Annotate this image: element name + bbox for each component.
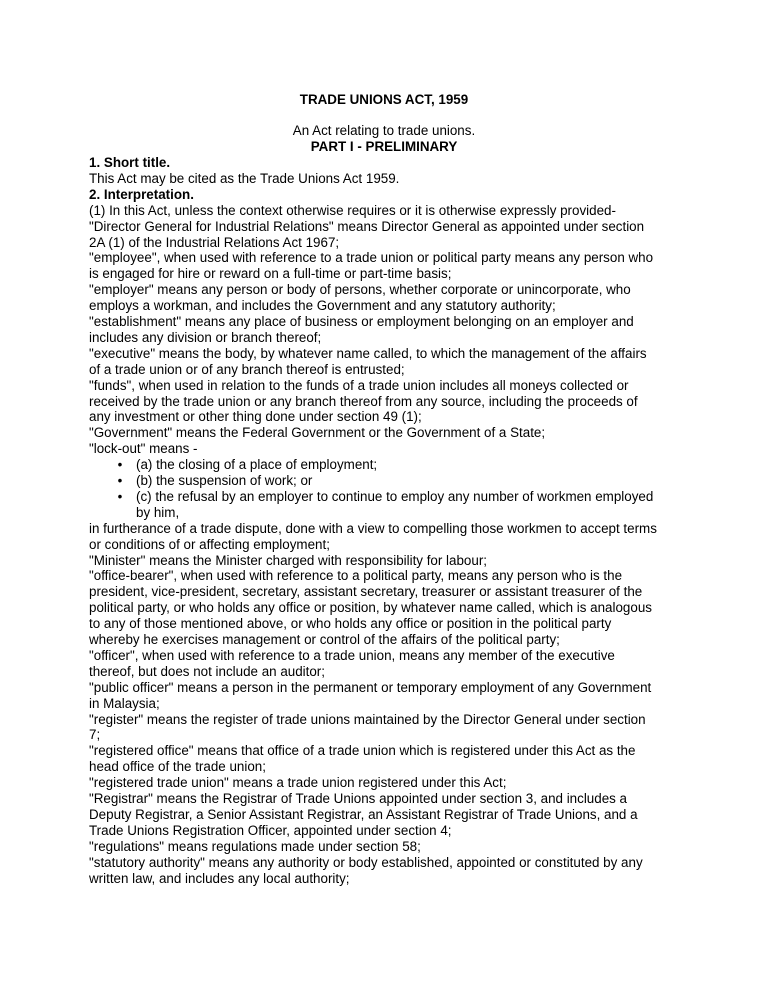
text-line: to any of those mentioned above, or who holds any office or position in the political party (89, 616, 612, 632)
text-line: "executive" means the body, by whatever name called, to which the management of the affairs (89, 345, 647, 361)
text-line: "statutory authority" means any authority or body established, appointed or constituted by any (89, 854, 643, 870)
text-line: "Government" means the Federal Government or the Government of a State; (89, 425, 546, 441)
text-line: This Act may be cited as the Trade Unions Act 1959. (89, 170, 400, 186)
text-line: "registered office" means that office of a trade union which is registered under this Act as the (89, 743, 636, 759)
text-line: Deputy Registrar, a Senior Assistant Registrar, an Assistant Registrar of Trade Unions, and a (89, 806, 638, 822)
text-line: "Registrar" means the Registrar of Trade Unions appointed under section 3, and includes a (89, 791, 627, 806)
text-line: "registered trade union" means a trade union registered under this Act; (89, 775, 507, 791)
text-line: any investment or other thing done under section 49 (1); (89, 409, 422, 425)
list-item: (c) the refusal by an employer to continue to employ any number of workmen employed (136, 488, 654, 504)
text-line: "lock-out" means - (89, 441, 198, 457)
text-line: in furtherance of a trade dispute, done with a view to compelling those workmen to accept terms (89, 520, 657, 536)
text-line: "establishment" means any place of business or employment belonging on an employer and (89, 314, 634, 329)
text-line: "funds", when used in relation to the funds of a trade union includes all moneys collected or (89, 377, 629, 393)
text-line: political party, or who holds any office or position, by whatever name called, which is analogous (89, 600, 652, 616)
bullet-icon: • (117, 473, 123, 488)
text-line: is engaged for hire or reward on a full-time or part-time basis; (89, 266, 452, 282)
text-line: "employee", when used with reference to a trade union or political party means any person who (89, 250, 654, 266)
section-heading: 1. Short title. (89, 155, 171, 170)
text-line: "Minister" means the Minister charged with responsibility for labour; (89, 552, 487, 568)
text-line: "Director General for Industrial Relations" means Director General as appointed under section (89, 218, 645, 234)
document-title: TRADE UNIONS ACT, 1959 (299, 92, 469, 107)
text-line: whereby he exercises management or control of the affairs of the political party; (89, 632, 560, 647)
bullet-icon: • (117, 488, 123, 504)
text-line: "officer", when used with reference to a trade union, means any member of the executive (89, 647, 615, 663)
text-line: "public officer" means a person in the permanent or temporary employment of any Government (89, 679, 652, 695)
bullet-icon: • (117, 457, 123, 473)
text-line: "employer" means any person or body of persons, whether corporate or unincorporate, who (89, 282, 631, 298)
text-line: includes any division or branch thereof; (89, 329, 322, 345)
text-line: by him, (136, 504, 180, 520)
text-line: or conditions of or affecting employment; (89, 536, 330, 552)
text-line: thereof, but does not include an auditor; (89, 663, 325, 679)
text-line: written law, and includes any local authority; (89, 870, 350, 886)
document-subtitle: An Act relating to trade unions. (292, 123, 476, 138)
text-line: 2A (1) of the Industrial Relations Act 1967; (89, 234, 340, 250)
text-line: "regulations" means regulations made under section 58; (89, 838, 421, 854)
text-line: president, vice-president, secretary, assistant secretary, treasurer or assistant treasurer of the (89, 584, 643, 600)
list-item: (b) the suspension of work; or (136, 473, 313, 488)
text-line: in Malaysia; (89, 695, 160, 711)
text-line: "office-bearer", when used with reference to a political party, means any person who is the (89, 568, 623, 584)
text-line: head office of the trade union; (89, 759, 266, 775)
section-heading: 2. Interpretation. (89, 186, 194, 202)
text-line: received by the trade union or any branch thereof from any source, including the proceeds of (89, 393, 638, 409)
text-line: (1) In this Act, unless the context otherwise requires or it is otherwise expressly provided- (89, 202, 616, 218)
text-line: "register" means the register of trade unions maintained by the Director General under section (89, 711, 646, 727)
text-line: employs a workman, and includes the Government and any statutory authority; (89, 298, 556, 314)
text-line: Trade Unions Registration Officer, appointed under section 4; (89, 822, 452, 838)
part-heading: PART I - PRELIMINARY (310, 139, 458, 154)
text-line: of a trade union or of any branch thereof is entrusted; (89, 361, 405, 377)
list-item: (a) the closing of a place of employment; (136, 457, 378, 473)
text-line: 7; (89, 727, 101, 743)
